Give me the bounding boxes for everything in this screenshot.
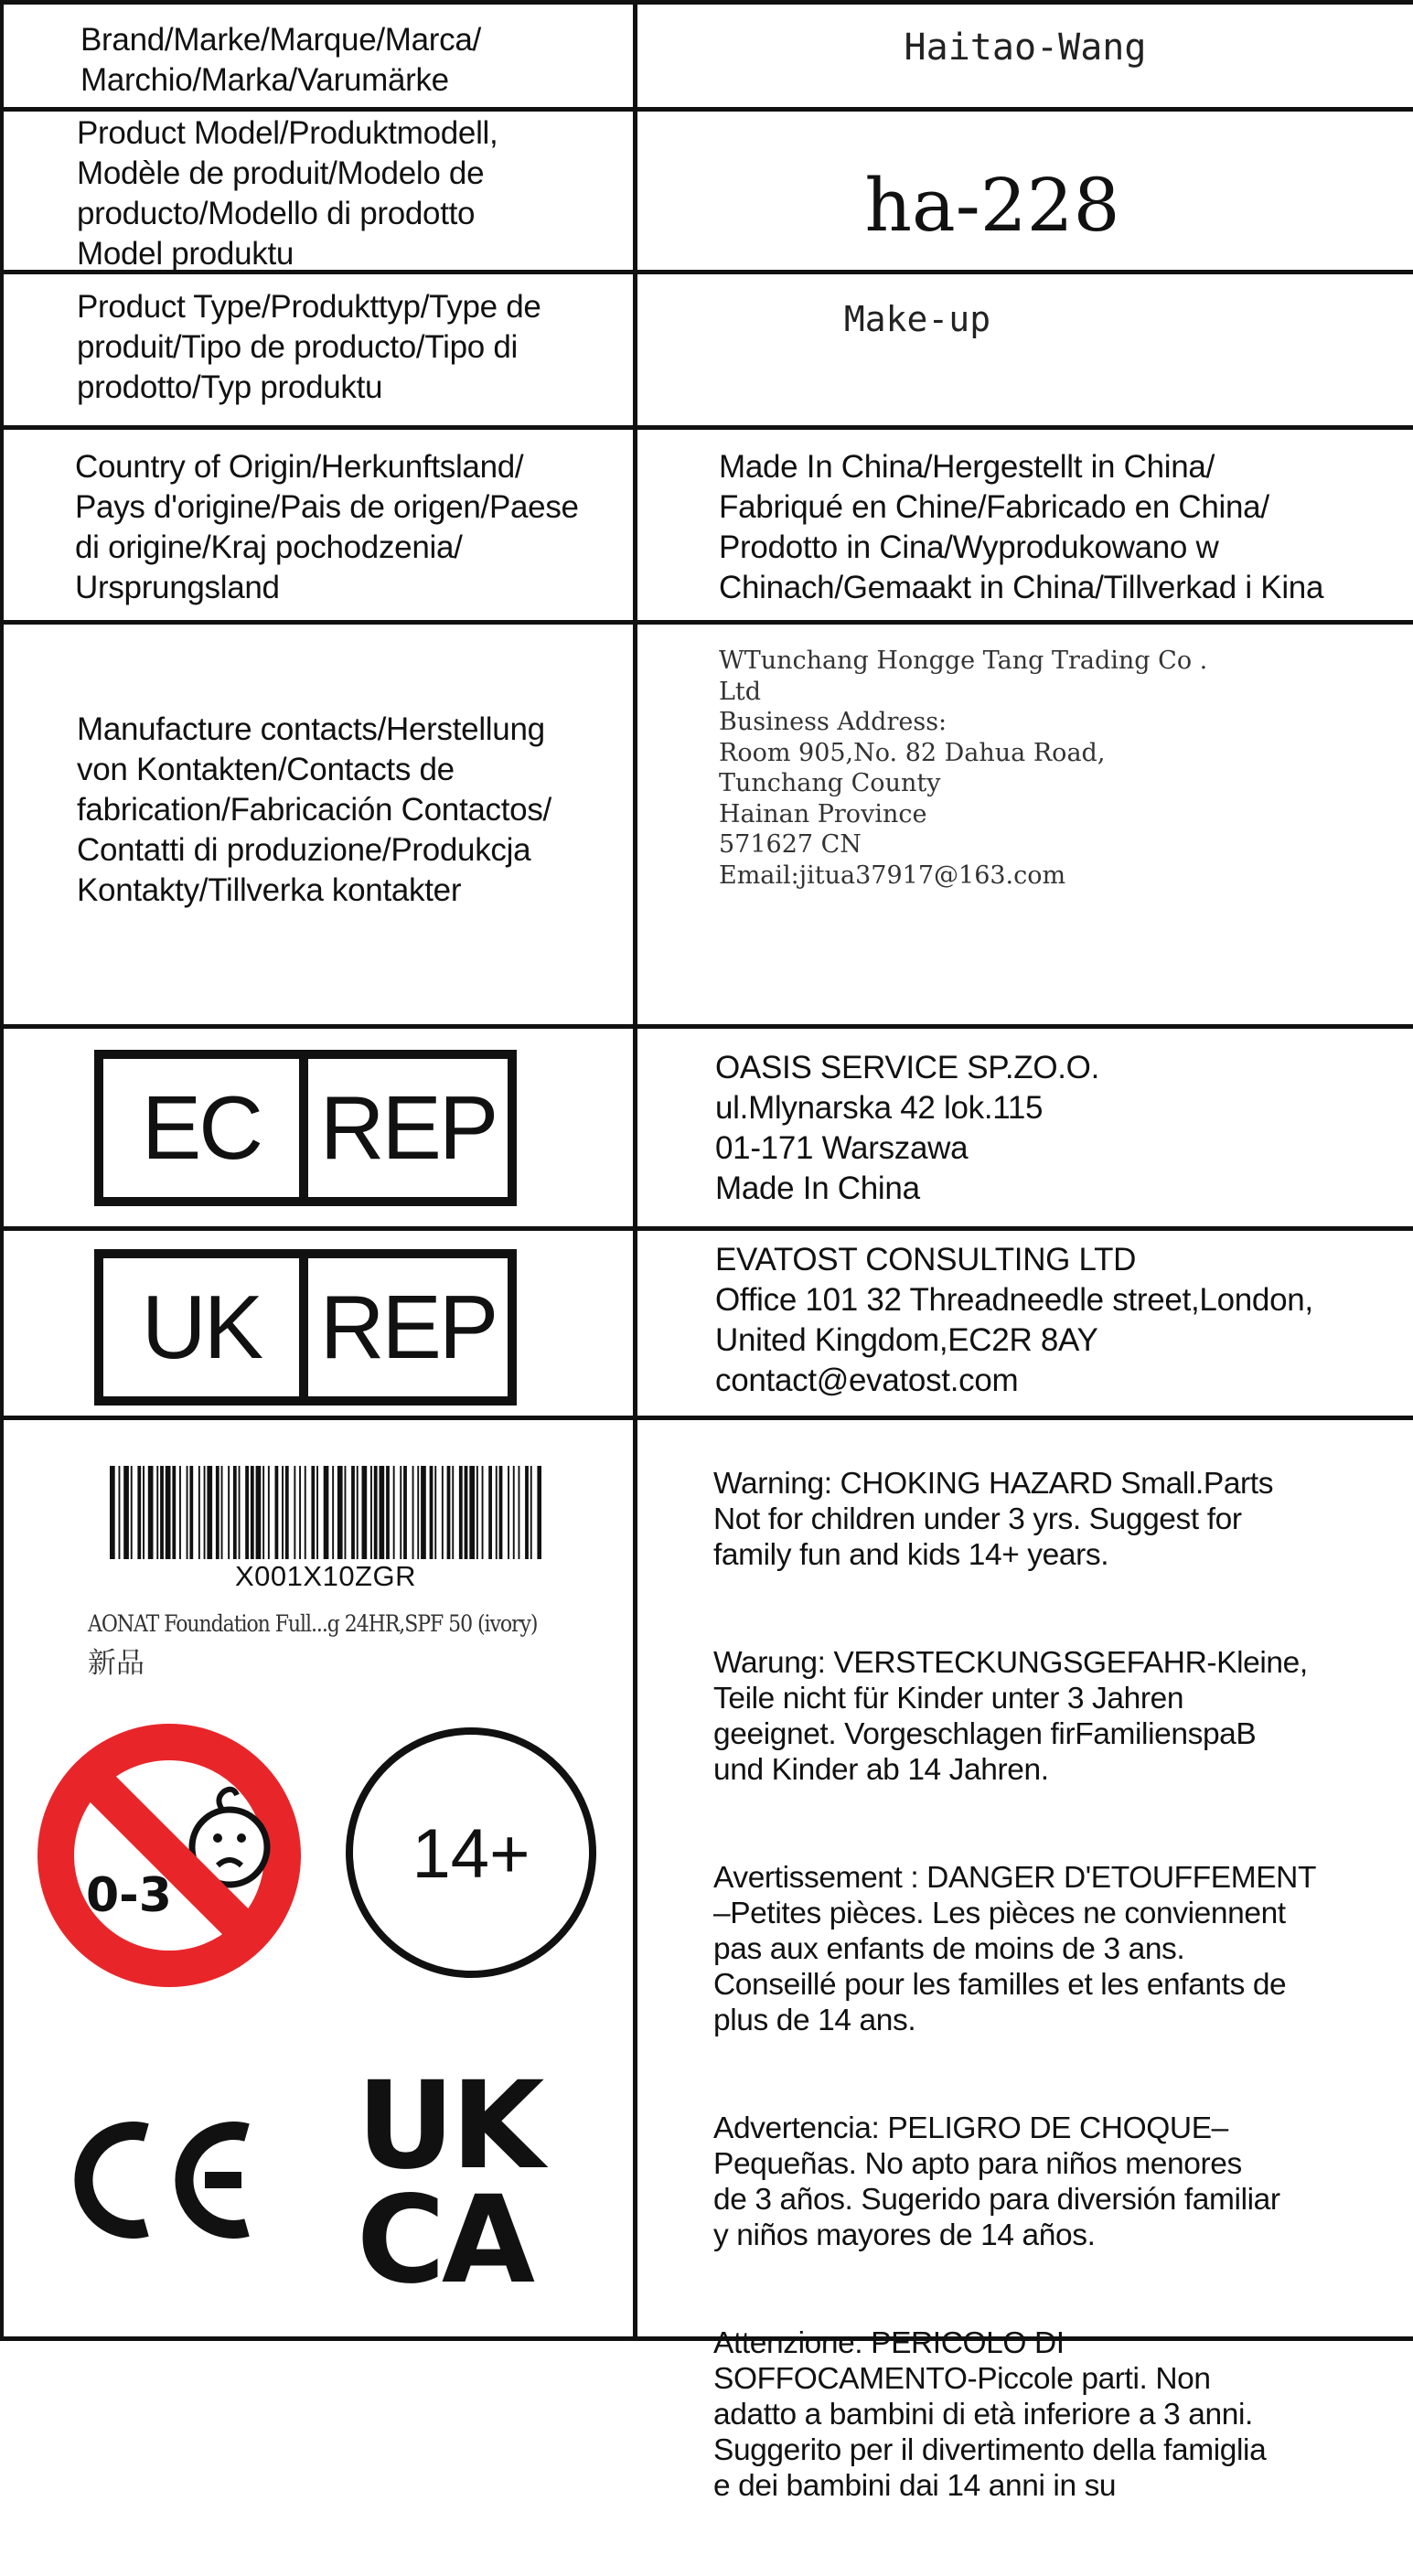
barcode-bar <box>421 1466 426 1559</box>
barcode-bar <box>386 1466 390 1559</box>
barcode-bar <box>131 1466 133 1559</box>
barcode-bar <box>465 1466 468 1559</box>
barcode-bar <box>262 1466 264 1559</box>
no-children-0-3-icon <box>35 1721 304 1990</box>
barcode-bar <box>400 1466 401 1559</box>
model-value: ha-228 <box>864 163 1120 248</box>
barcode-bar <box>537 1466 541 1559</box>
barcode-bar <box>447 1466 451 1559</box>
barcode-bar <box>299 1466 301 1559</box>
barcode-bar <box>123 1466 129 1559</box>
barcode-bar <box>351 1466 355 1559</box>
barcode-bar <box>374 1466 378 1559</box>
barcode-bar <box>179 1466 181 1559</box>
barcode-bar <box>442 1466 444 1559</box>
barcode-bar <box>119 1466 121 1559</box>
barcode-bar <box>393 1466 395 1559</box>
barcode-bar <box>198 1466 200 1559</box>
barcode-bar <box>332 1466 334 1559</box>
row-divider <box>0 1024 1413 1029</box>
ec-rep-address: OASIS SERVICE SP.ZO.O. ul.Mlynarska 42 lok.115 01-171 Warszawa Made In China <box>715 1050 1100 1206</box>
origin-label: Country of Origin/Herkunftsland/ Pays d'origine/Pais de origen/Paese di origine/Kraj pochodzenia/ Ursprungsland <box>75 449 579 605</box>
type-value: Make-up <box>843 299 991 339</box>
product-description: AONAT Foundation Full...g 24HR,SPF 50 (ivory) <box>88 1610 538 1637</box>
barcode-bar <box>221 1466 223 1559</box>
barcode-bar <box>496 1466 498 1559</box>
barcode-bar <box>519 1466 520 1559</box>
uk-rep-address: EVATOST CONSULTING LTD Office 101 32 Threadneedle street,London, United Kingdom,EC2R 8AY contact@evatost.com <box>715 1242 1313 1398</box>
barcode-bar <box>513 1466 515 1559</box>
barcode-bar <box>239 1466 241 1559</box>
barcode-bar <box>499 1466 503 1559</box>
uk-rep-symbol-left: UK <box>103 1258 308 1396</box>
barcode-bar <box>256 1466 262 1559</box>
barcode-bar <box>305 1466 306 1559</box>
no-children-age-text: 0-3 <box>86 1868 172 1923</box>
barcode-bar <box>403 1466 407 1559</box>
barcode-bar <box>268 1466 270 1559</box>
barcode-bar <box>482 1466 484 1559</box>
barcode-bar <box>357 1466 359 1559</box>
barcode-bar <box>508 1466 509 1559</box>
barcode-bar <box>207 1466 212 1559</box>
brand-label: Brand/Marke/Marque/Marca/ Marchio/Marka/Varumärke <box>80 22 481 98</box>
barcode-bar <box>110 1466 115 1559</box>
barcode-bar <box>530 1466 532 1559</box>
table-top-border <box>0 0 1413 5</box>
barcode-bar <box>324 1466 329 1559</box>
barcode-bar <box>434 1466 436 1559</box>
barcode-bar <box>417 1466 419 1559</box>
barcode-bar <box>172 1466 176 1559</box>
row-divider <box>0 107 1413 112</box>
barcode-bar <box>345 1466 347 1559</box>
barcode-bar <box>204 1466 206 1559</box>
type-label: Product Type/Produkttyp/Type de produit/Tipo de producto/Tipo di prodotto/Typ produktu <box>77 289 541 405</box>
barcode-bar <box>148 1466 154 1559</box>
product-condition: 新品 <box>88 1647 145 1680</box>
ec-rep-symbol <box>94 1050 517 1206</box>
manufacturer-label: Manufacture contacts/Herstellung von Kontakten/Contacts de fabrication/Fabricación Contactos/ Contatti di produzione/Produkcja Kontakty/Tillverka kontakter <box>77 711 551 908</box>
barcode-bar <box>337 1466 343 1559</box>
barcode-bar <box>412 1466 414 1559</box>
manufacturer-value: WTunchang Hongge Tang Trading Co . Ltd Business Address: Room 905,No. 82 Dahua Road, Tunchang County Hainan Province 571627 CN Email:jitua37917@163.com <box>719 647 1208 890</box>
barcode-bar <box>228 1466 230 1559</box>
barcode-bar <box>525 1466 529 1559</box>
ukca-mark-top: UK <box>357 2056 541 2197</box>
barcode-bar <box>316 1466 318 1559</box>
ec-rep-symbol-right: REP <box>319 1077 497 1178</box>
warning-it: Attenzione: PERICOLO DI SOFFOCAMENTO-Piccole parti. Non adatto a bambini di età inferiore a 3 anni. Suggerito per il divertimento della famiglia e dei bambini dai 14 anni in su <box>713 2326 1267 2503</box>
barcode-bar <box>488 1466 492 1559</box>
barcode-bar <box>137 1466 141 1559</box>
age-14-plus-text: 14+ <box>412 1815 530 1893</box>
row-divider <box>0 620 1413 625</box>
warning-en: Warning: CHOKING HAZARD Small.Parts Not for children under 3 yrs. Suggest for family fun and kids 14+ years. <box>713 1467 1274 1572</box>
row-divider <box>0 425 1413 430</box>
barcode-bar <box>459 1466 463 1559</box>
ce-mark-icon <box>59 2120 262 2240</box>
brand-value: Haitao-Wang <box>904 27 1147 69</box>
uk-rep-symbol-right: REP <box>319 1277 497 1377</box>
ukca-mark-bottom: CA <box>357 2170 532 2311</box>
barcode-bar <box>452 1466 454 1559</box>
warning-fr: Avertissement : DANGER D'ETOUFFEMENT –Petites pièces. Les pièces ne conviennent pas aux enfants de moins de 3 ans. Conseillé pour les familles et les enfants de plus de 14 ans. <box>713 1861 1317 2037</box>
ukca-mark-icon <box>357 2056 576 2311</box>
barcode-bar <box>469 1466 475 1559</box>
barcode-bar <box>285 1466 289 1559</box>
barcode-bar <box>282 1466 284 1559</box>
barcode-code: X001X10ZGR <box>235 1560 416 1592</box>
barcode-bar <box>216 1466 219 1559</box>
barcode-bar <box>143 1466 145 1559</box>
warning-de: Warung: VERSTECKUNGSGEFAHR-Kleine, Teile nicht für Kinder unter 3 Jahren geeignet. Vorgeschlagen firFamilienspaB und Kinder ab 14 Jahren. <box>713 1646 1308 1787</box>
row-divider <box>0 1416 1413 1420</box>
barcode-bar <box>156 1466 158 1559</box>
barcode-bar <box>294 1466 295 1559</box>
barcode-bar <box>430 1466 434 1559</box>
warning-es: Advertencia: PELIGRO DE CHOQUE– Pequeñas. No apto para niños menores de 3 años. Sugerido para diversión familiar y niños mayores de 14 años. <box>713 2111 1280 2252</box>
barcode-bar <box>245 1466 249 1559</box>
barcode-bar <box>362 1466 368 1559</box>
model-label: Product Model/Produktmodell, Modèle de produit/Modelo de producto/Modello di prodotto Model produktu <box>77 115 498 272</box>
barcode-bar <box>160 1466 164 1559</box>
safety-warnings <box>713 1430 1408 2576</box>
uk-rep-symbol <box>94 1249 517 1406</box>
table-column-divider <box>633 0 637 2341</box>
row-divider <box>0 1226 1413 1231</box>
barcode-bar <box>251 1466 254 1559</box>
barcode-bar <box>166 1466 171 1559</box>
barcode <box>110 1466 541 1559</box>
ec-rep-symbol-left: EC <box>103 1059 308 1197</box>
origin-value: Made In China/Hergestellt in China/ Fabriqué en Chine/Fabricado en China/ Prodotto in Cina/Wyprodukowano w Chinach/Gemaakt in China/Tillverkad i Kina <box>719 449 1324 605</box>
barcode-bar <box>189 1466 193 1559</box>
barcode-bar <box>476 1466 478 1559</box>
table-left-border <box>0 0 4 2341</box>
barcode-bar <box>187 1466 188 1559</box>
barcode-bar <box>380 1466 385 1559</box>
barcode-bar <box>370 1466 372 1559</box>
age-14-plus-icon <box>344 1726 598 1980</box>
barcode-bar <box>311 1466 315 1559</box>
barcode-bar <box>233 1466 237 1559</box>
barcode-bar <box>275 1466 279 1559</box>
